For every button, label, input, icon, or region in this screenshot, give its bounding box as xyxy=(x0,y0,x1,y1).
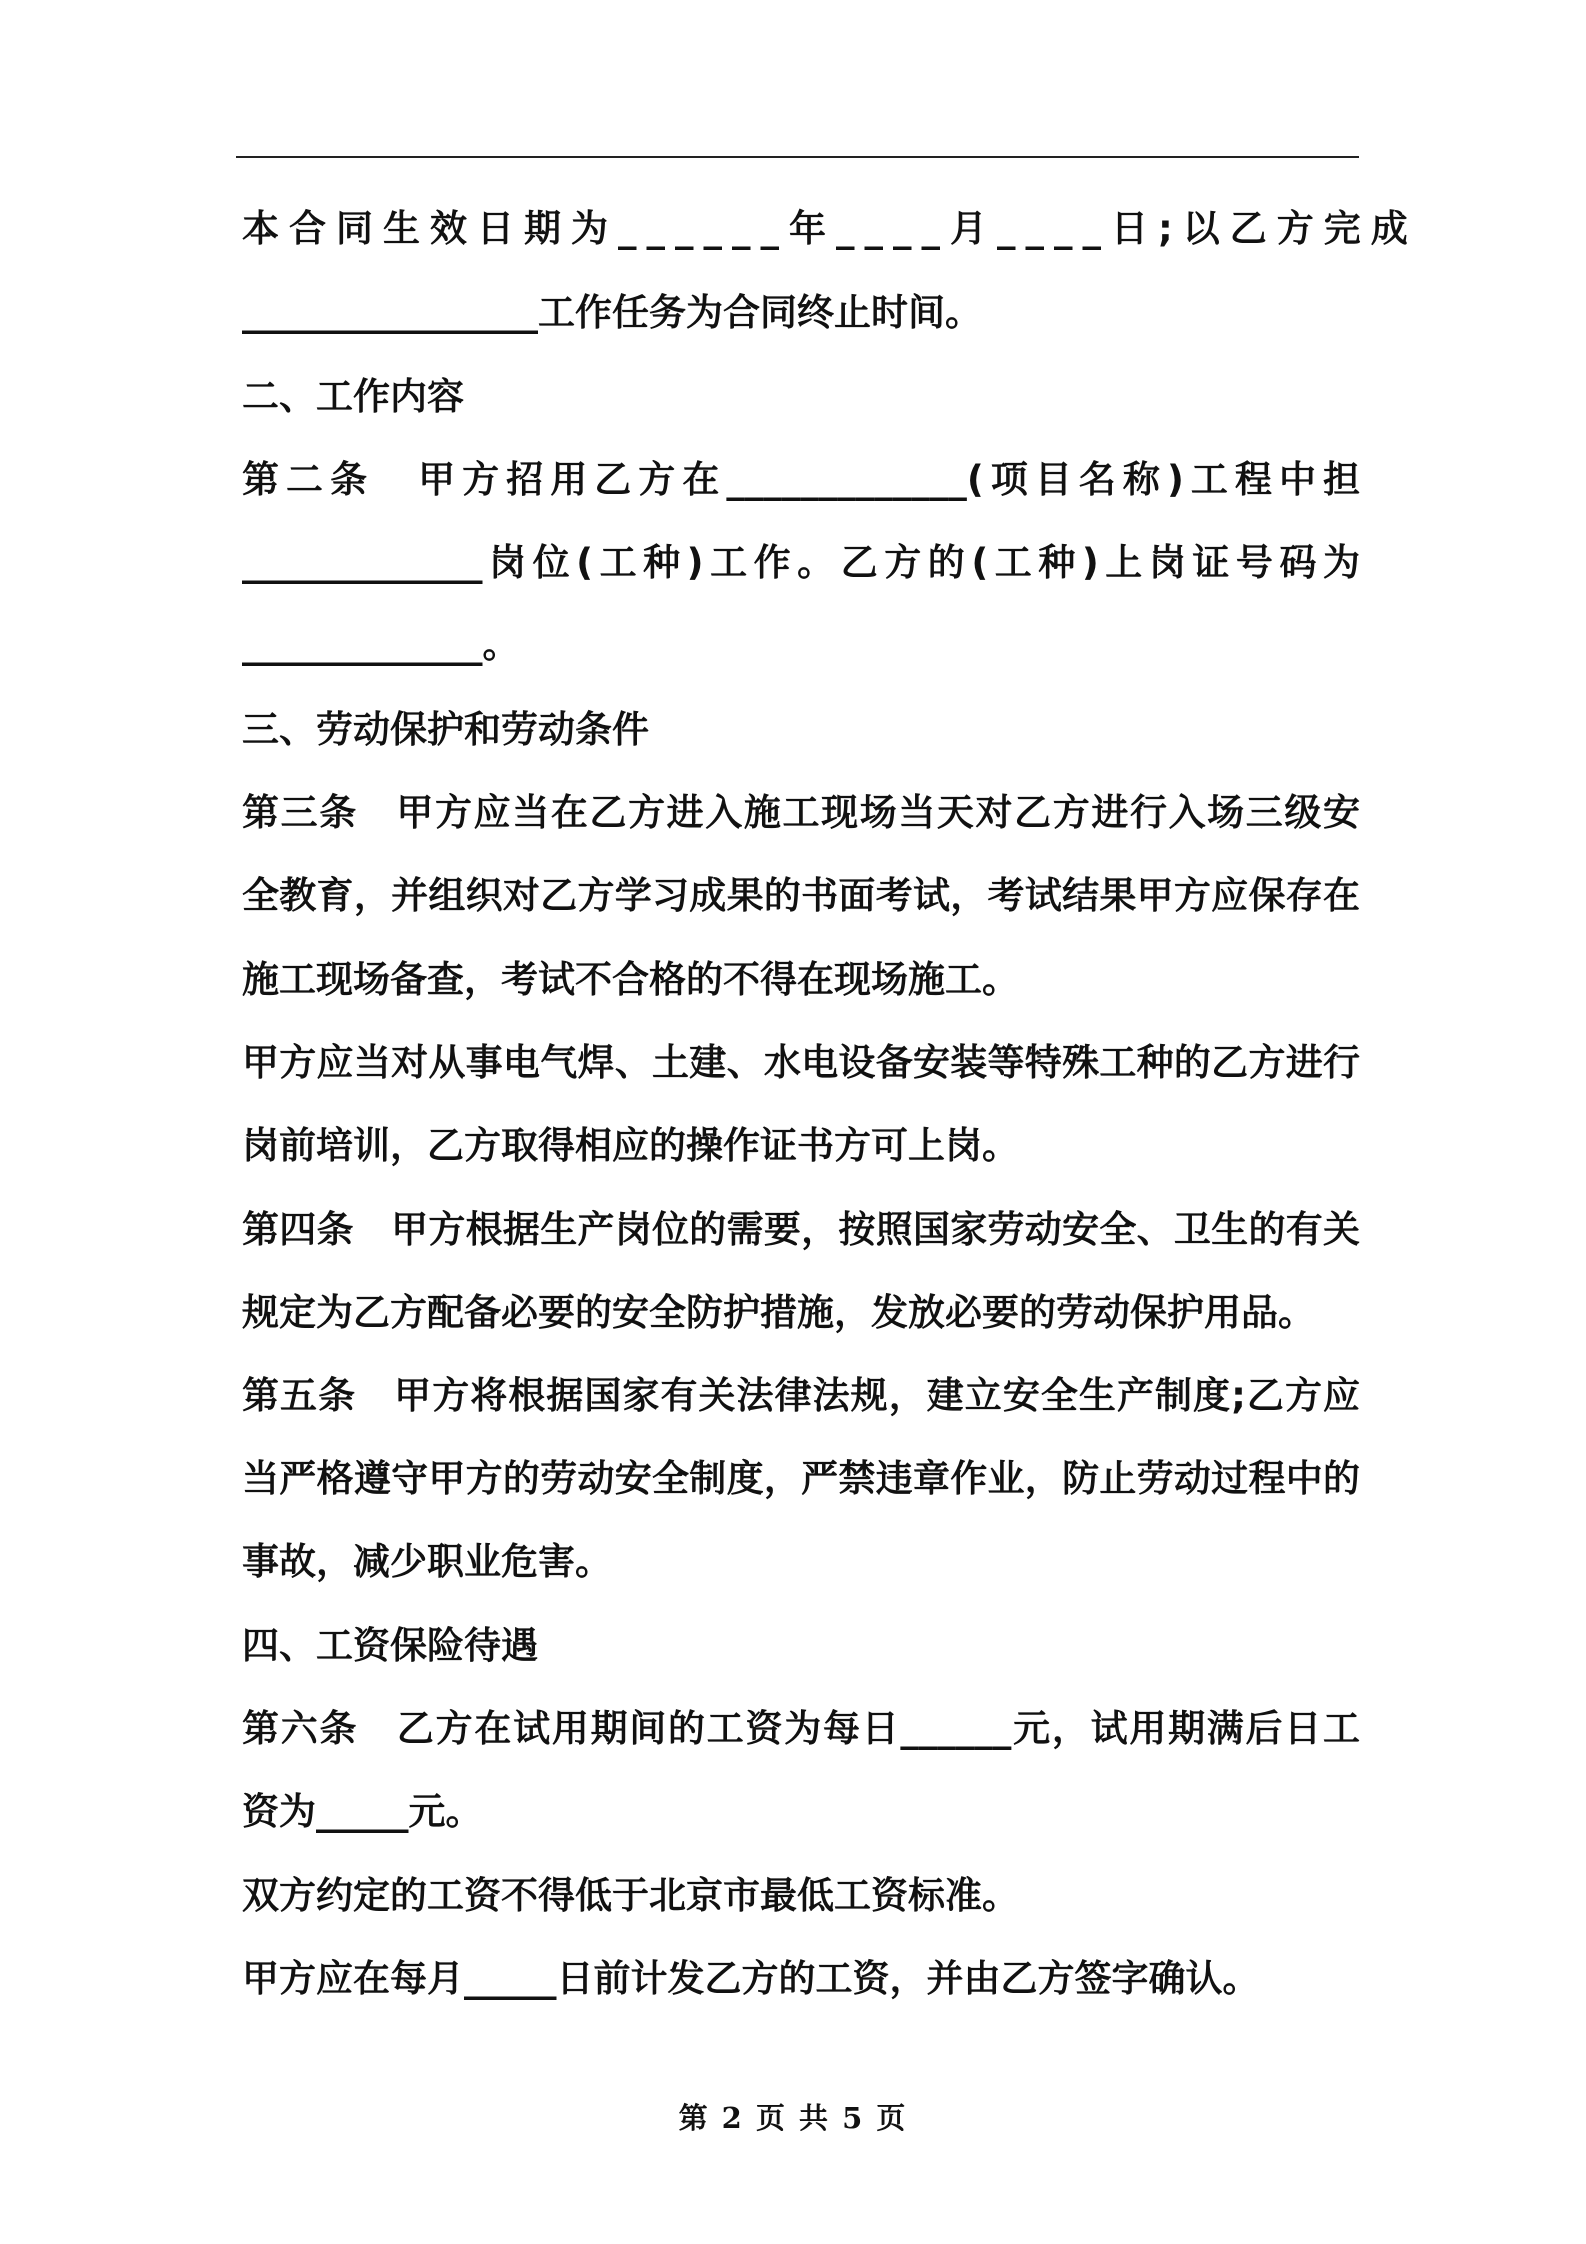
paragraph-line: 当严格遵守甲方的劳动安全制度，严禁违章作业，防止劳动过程中的 xyxy=(242,1457,1360,1500)
page-number: 第 2 页 共 5 页 xyxy=(678,2101,908,2135)
paragraph-line: 资为_____元。 xyxy=(242,1790,483,1833)
paragraph-line: 第四条 甲方根据生产岗位的需要，按照国家劳动安全、卫生的有关 xyxy=(242,1208,1360,1251)
paragraph-line: 事故，减少职业危害。 xyxy=(242,1540,612,1583)
paragraph-line: 第五条 甲方将根据国家有关法律法规，建立安全生产制度;乙方应 xyxy=(242,1374,1360,1417)
paragraph-line: _____________岗位(工种)工作。乙方的(工种)上岗证号码为 xyxy=(242,541,1360,584)
paragraph-line: 全教育，并组织对乙方学习成果的书面考试，考试结果甲方应保存在 xyxy=(242,874,1360,917)
paragraph-line: 第三条 甲方应当在乙方进入施工现场当天对乙方进行入场三级安 xyxy=(242,791,1360,834)
paragraph-line: 双方约定的工资不得低于北京市最低工资标准。 xyxy=(242,1874,1019,1917)
section-heading: 四、工资保险待遇 xyxy=(242,1624,538,1667)
paragraph-line: 施工现场备查，考试不合格的不得在现场施工。 xyxy=(242,958,1019,1001)
paragraph-line: 第二条 甲方招用乙方在_____________(项目名称)工程中担 xyxy=(242,458,1360,501)
paragraph-line: ________________工作任务为合同终止时间。 xyxy=(242,291,982,334)
paragraph-line: _____________。 xyxy=(242,623,520,666)
paragraph-line: 岗前培训，乙方取得相应的操作证书方可上岗。 xyxy=(242,1124,1019,1167)
paragraph-line: 规定为乙方配备必要的安全防护措施，发放必要的劳动保护用品。 xyxy=(242,1291,1315,1334)
paragraph-line: 甲方应在每月_____日前计发乙方的工资，并由乙方签字确认。 xyxy=(242,1957,1260,2000)
paragraph-line: 甲方应当对从事电气焊、土建、水电设备安装等特殊工种的乙方进行 xyxy=(242,1041,1360,1084)
section-heading: 二、工作内容 xyxy=(242,375,464,418)
paragraph-line: 本合同生效日期为______年____月____日;以乙方完成 xyxy=(242,207,1418,250)
header-rule xyxy=(236,156,1359,158)
section-heading: 三、劳动保护和劳动条件 xyxy=(242,708,649,751)
paragraph-line: 第六条 乙方在试用期间的工资为每日______元，试用期满后日工 xyxy=(242,1707,1360,1750)
